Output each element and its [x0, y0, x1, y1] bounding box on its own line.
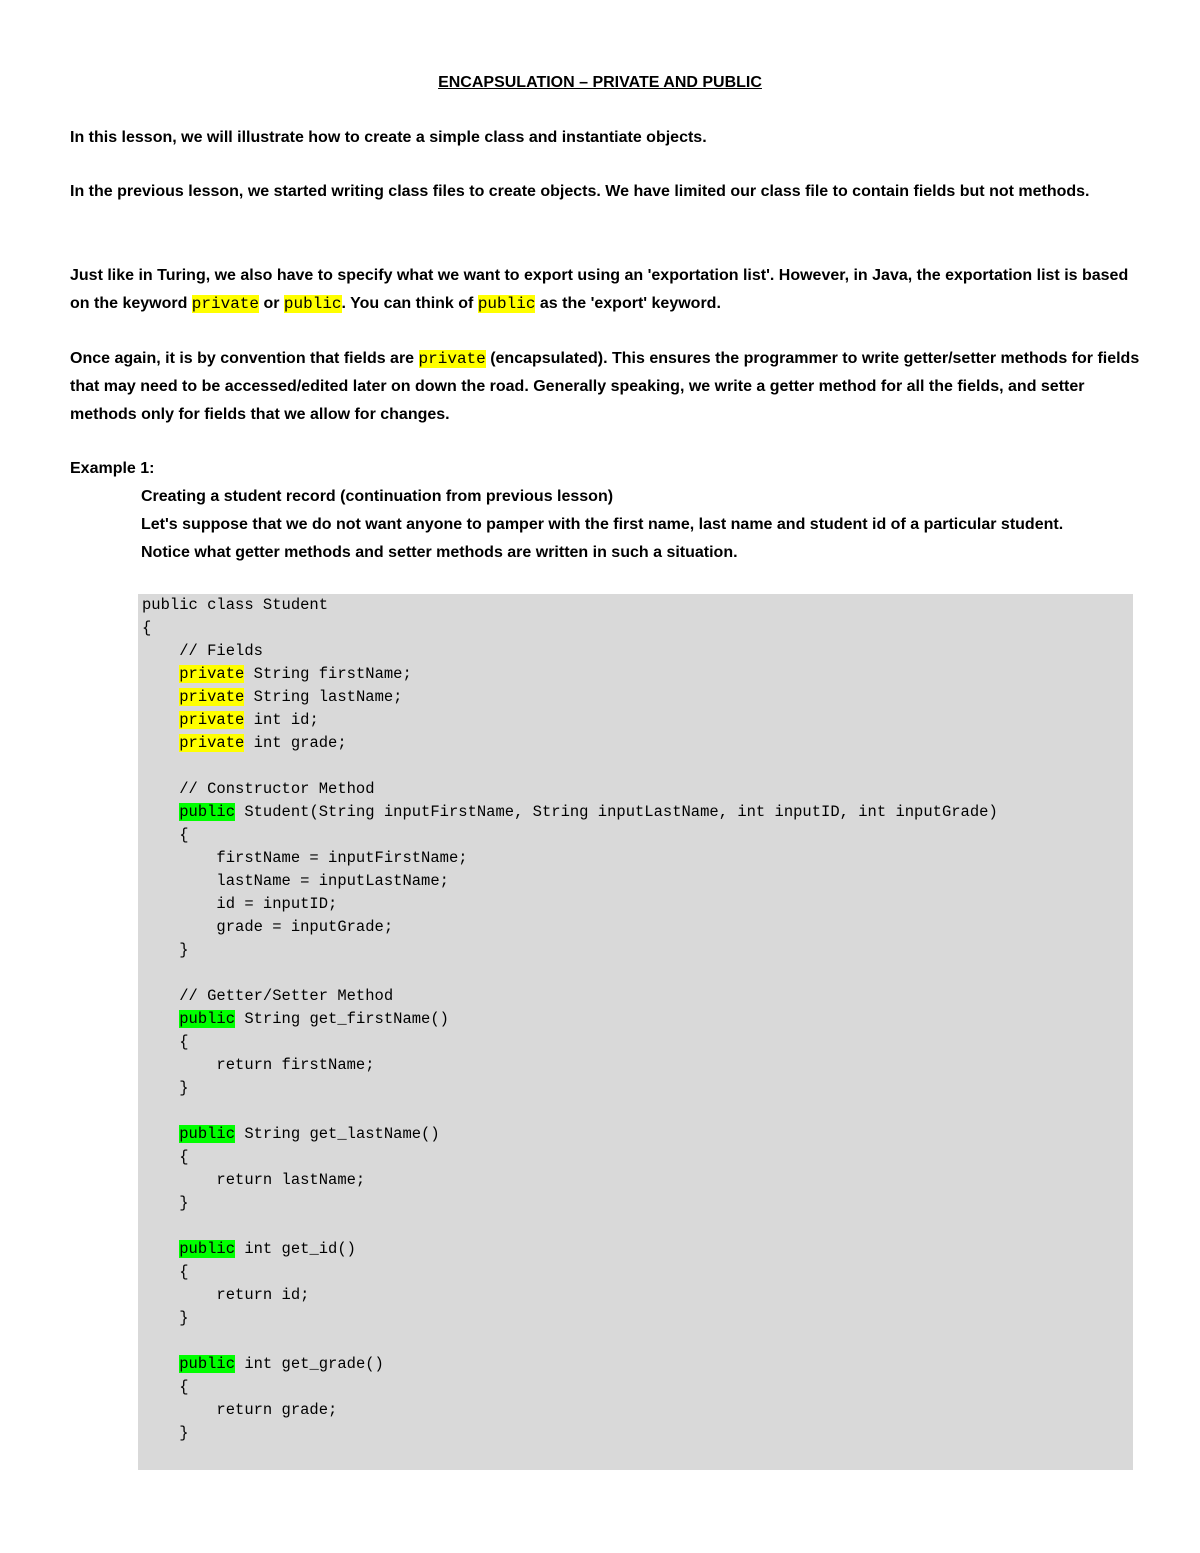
- keyword-public: public: [179, 1355, 236, 1373]
- code-line: return lastName;: [142, 1171, 366, 1189]
- intro-paragraph: [70, 124, 1140, 152]
- code-blank-line: [142, 1215, 998, 1238]
- exportation-text-c: . You can think of: [341, 295, 478, 312]
- keyword-public: public: [179, 1240, 236, 1258]
- previous-lesson-paragraph: [70, 178, 1140, 206]
- code-line: grade = inputGrade;: [142, 918, 394, 936]
- code-line: }: [142, 1424, 189, 1442]
- code-blank-line: [142, 962, 998, 985]
- previous-lesson-text: In the previous lesson, we started writing class files to create objects. We have limited our class file to contain fields but not methods.: [70, 183, 1090, 200]
- code-line: return firstName;: [142, 1056, 375, 1074]
- code-blank-line: [142, 755, 998, 778]
- code-text: String get_firstName(): [235, 1010, 449, 1028]
- code-line: [142, 1008, 998, 1031]
- exportation-text-b: or: [259, 295, 284, 312]
- exportation-text-a: Just like in Turing, we also have to specify what we want to export using an 'exportation list'. However, in Java, the exportation list is based on the keyword: [70, 267, 1129, 312]
- keyword-private: private: [179, 734, 245, 752]
- keyword-private: private: [179, 665, 245, 683]
- code-line: [142, 1123, 998, 1146]
- code-text: int id;: [244, 711, 319, 729]
- convention-text-b: (encapsulated). This ensures the programmer to write getter/setter methods for fields that may need to be accessed/edited later on down the road. Generally speaking, we write a getter method for all the fields, and setter methods only for fields that we allow for changes.: [70, 350, 1140, 423]
- convention-text-a: Once again, it is by convention that fields are: [70, 350, 419, 367]
- code-line: return id;: [142, 1286, 310, 1304]
- code-text: String lastName;: [244, 688, 403, 706]
- code-block: [142, 594, 998, 1445]
- intro-text: In this lesson, we will illustrate how to create a simple class and instantiate objects.: [70, 129, 707, 146]
- code-text: int get_id(): [235, 1240, 356, 1258]
- code-line: {: [142, 1033, 189, 1051]
- code-line: }: [142, 1194, 189, 1212]
- code-line: [142, 709, 998, 732]
- keyword-private: private: [179, 711, 245, 729]
- keyword-public: public: [179, 1010, 236, 1028]
- code-line: {: [142, 1263, 189, 1281]
- example-description: [141, 483, 1141, 567]
- code-line: }: [142, 1309, 189, 1327]
- code-line: [142, 1238, 998, 1261]
- code-line: [142, 732, 998, 755]
- code-blank-line: [142, 1100, 998, 1123]
- code-comment: // Getter/Setter Method: [142, 987, 394, 1005]
- code-text: String firstName;: [244, 665, 412, 683]
- code-line: [142, 686, 998, 709]
- code-text: Student(String inputFirstName, String inputLastName, int inputID, int inputGrade): [235, 803, 998, 821]
- code-text: String get_lastName(): [235, 1125, 440, 1143]
- code-line: {: [142, 826, 189, 844]
- code-line: {: [142, 1378, 189, 1396]
- code-line: lastName = inputLastName;: [142, 872, 449, 890]
- code-line: }: [142, 1079, 189, 1097]
- example-line-2: Let's suppose that we do not want anyone to pamper with the first name, last name and student id of a particular student.: [141, 516, 1064, 533]
- example-line-3: Notice what getter methods and setter methods are written in such a situation.: [141, 544, 738, 561]
- code-line: {: [142, 619, 152, 637]
- keyword-public: public: [477, 295, 536, 313]
- exportation-paragraph: [70, 262, 1140, 318]
- code-line: public class Student: [142, 596, 329, 614]
- keyword-public: public: [283, 295, 342, 313]
- code-line: }: [142, 941, 189, 959]
- keyword-public: public: [179, 803, 236, 821]
- keyword-private: private: [191, 295, 260, 313]
- code-line: [142, 801, 998, 824]
- code-line: id = inputID;: [142, 895, 338, 913]
- code-line: return grade;: [142, 1401, 338, 1419]
- code-line: {: [142, 1148, 189, 1166]
- code-comment: // Constructor Method: [142, 780, 375, 798]
- convention-paragraph: [70, 345, 1140, 429]
- code-comment: // Fields: [142, 642, 263, 660]
- example-line-1: Creating a student record (continuation from previous lesson): [141, 488, 614, 505]
- code-blank-line: [142, 1330, 998, 1353]
- page-title: ENCAPSULATION – PRIVATE AND PUBLIC: [438, 74, 762, 91]
- code-line: firstName = inputFirstName;: [142, 849, 468, 867]
- example-label: Example 1:: [70, 460, 155, 477]
- keyword-public: public: [179, 1125, 236, 1143]
- keyword-private: private: [418, 350, 486, 368]
- code-text: int get_grade(): [235, 1355, 384, 1373]
- exportation-text-d: as the 'export' keyword.: [535, 295, 721, 312]
- keyword-private: private: [179, 688, 245, 706]
- code-line: [142, 663, 998, 686]
- code-line: [142, 1353, 998, 1376]
- code-text: int grade;: [244, 734, 347, 752]
